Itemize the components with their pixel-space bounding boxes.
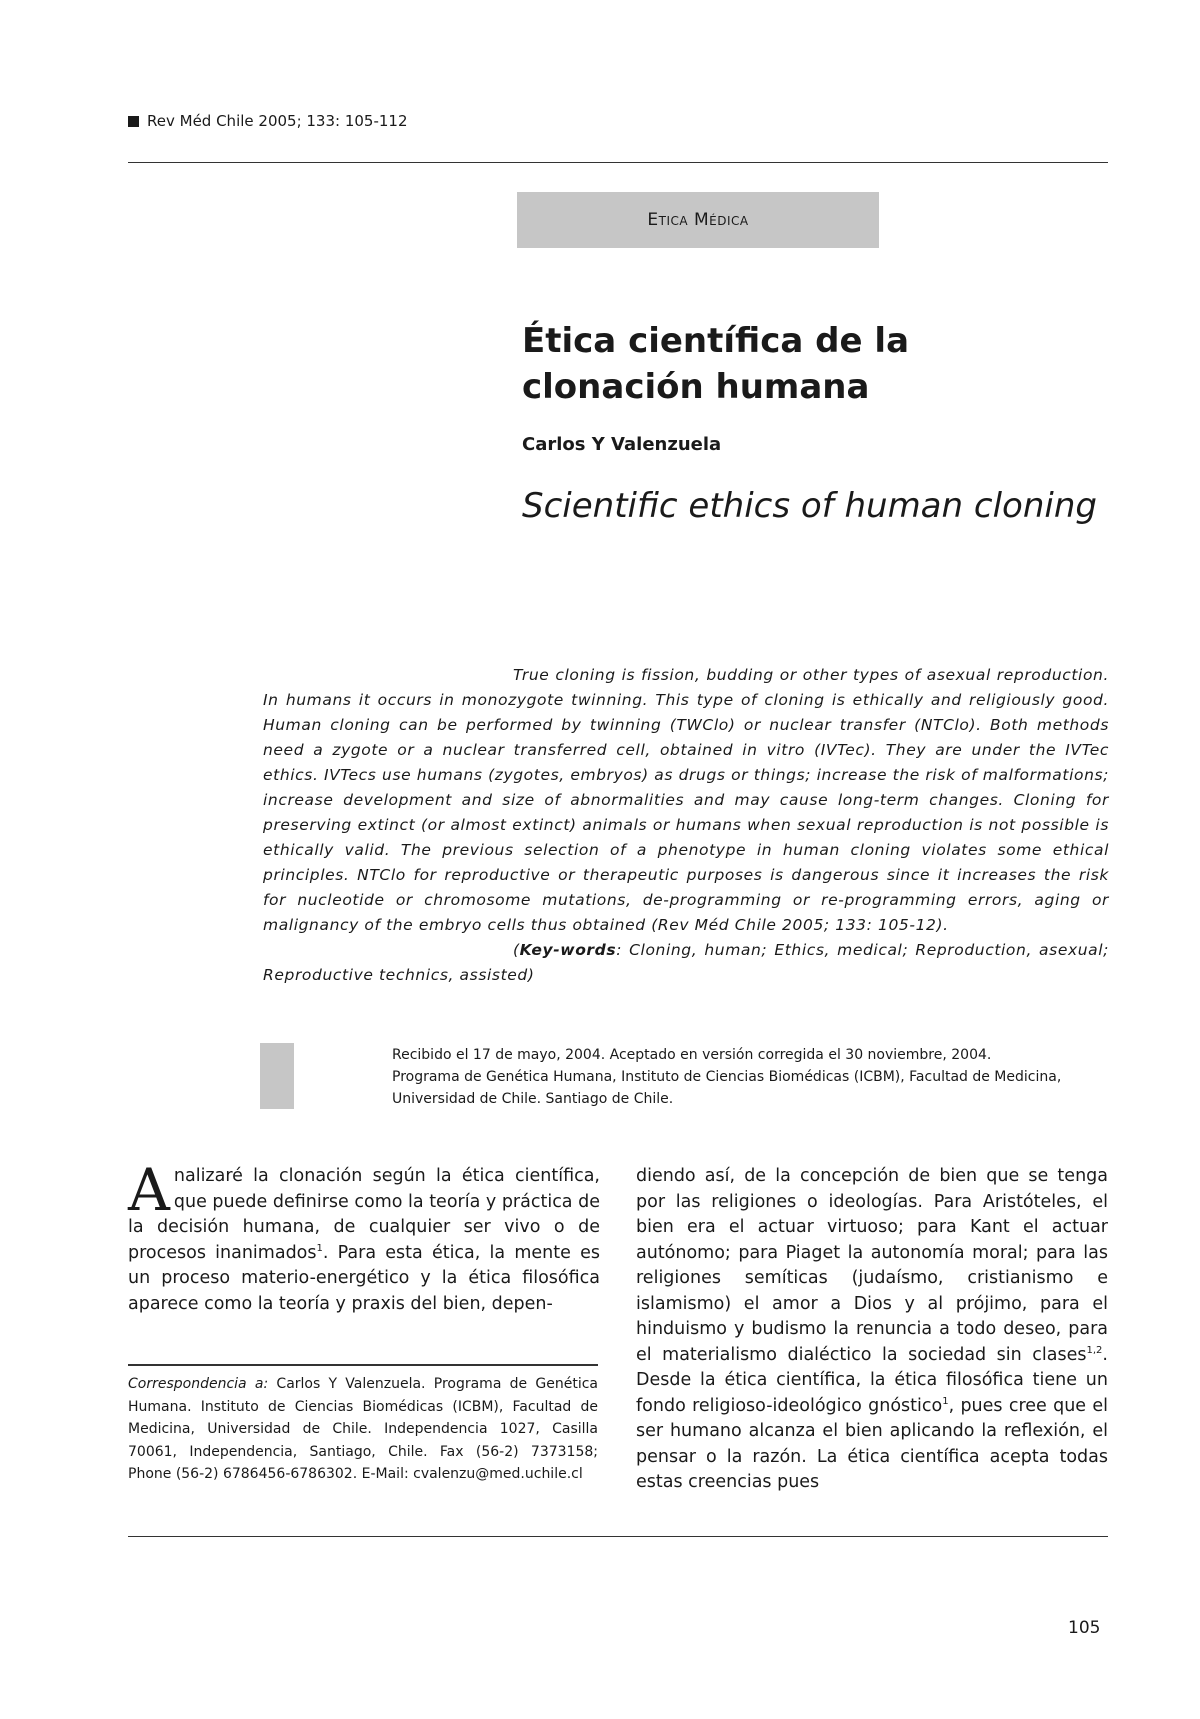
- page-number: 105: [1068, 1618, 1101, 1638]
- footnote-rule: [128, 1364, 598, 1366]
- received-dates: Recibido el 17 de mayo, 2004. Aceptado en versión corregida el 30 noviembre, 2004.: [392, 1047, 992, 1063]
- body-text: nalizaré la clonación según la ética científica, que puede definirse como la teoría y práctica de la decisión humana, de cualquier ser vivo o de procesos inanimados: [128, 1166, 600, 1263]
- keywords-label: Key-words: [519, 941, 617, 959]
- affiliation: Programa de Genética Humana, Instituto de Ciencias Biomédicas (ICBM), Facultad de Medicina, Universidad de Chile. Santiago de Chile.: [392, 1069, 1062, 1107]
- article-title: Ética científica de la clonación humana: [522, 321, 910, 407]
- citation-ref: 1,2: [1086, 1344, 1103, 1356]
- top-rule: [128, 162, 1108, 163]
- author-name: Carlos Y Valenzuela: [522, 434, 722, 455]
- body-text: , pues cree que el ser humano alcanza el bien aplicando la reflexión, el pensar o la razón. La ética científica acepta todas estas creencias pues: [636, 1395, 1108, 1492]
- square-bullet-icon: [128, 116, 139, 127]
- english-title: Scientific ethics of human cloning: [522, 486, 1097, 526]
- journal-citation: Rev Méd Chile 2005; 133: 105-112: [147, 112, 408, 130]
- section-label: Etica Médica: [517, 192, 879, 248]
- correspondence-label: Correspondencia a:: [128, 1376, 269, 1392]
- received-info: [392, 1044, 1112, 1110]
- keywords-text: : Cloning, human; Ethics, medical; Reproduction, asexual; Reproductive technics, assisted): [263, 941, 1109, 984]
- body-column-left: [128, 1156, 600, 1317]
- drop-cap: A: [128, 1156, 170, 1224]
- body-text: . Desde la ética científica, la ética filosófica tiene un fondo religioso-ideológico gnóstico: [636, 1344, 1108, 1416]
- bottom-rule: [128, 1536, 1108, 1537]
- citation-ref: 1: [942, 1395, 949, 1407]
- received-marker: [260, 1043, 294, 1109]
- abstract: [263, 663, 1109, 988]
- body-text: diendo así, de la concepción de bien que se tenga por las religiones o ideologías. Para Aristóteles, el bien era el actuar virtuoso; para Kant el actuar autónomo; para Piaget la autonomía moral; para las religiones semíticas (judaísmo, cristianismo e islamismo) el amor a Dios y al prójimo, para el hinduismo y budismo la renuncia a todo deseo, para el materialismo dialéctico la sociedad sin clases: [636, 1166, 1108, 1365]
- correspondence-text: Carlos Y Valenzuela. Programa de Genética Humana. Instituto de Ciencias Biomédicas (ICBM), Facultad de Medicina, Universidad de Chile. Independencia 1027, Casilla 70061, Independencia, Santiago, Chile. Fax (56-2) 7373158; Phone (56-2) 6786456-6786302. E-Mail: cvalenzu@med.uchile.cl: [128, 1376, 598, 1482]
- citation-ref: 1: [316, 1242, 323, 1254]
- correspondence: [128, 1373, 598, 1486]
- body-text: . Para esta ética, la mente es un proceso materio-energético y la ética filosófica aparece como la teoría y praxis del bien, depen-: [128, 1242, 600, 1314]
- running-head: [128, 112, 408, 130]
- keywords: (Key-words: Cloning, human; Ethics, medical; Reproduction, asexual; Reproductive technics, assisted): [263, 941, 1109, 984]
- abstract-text: True cloning is fission, budding or other types of asexual reproduction. In humans it occurs in monozygote twinning. This type of cloning is ethically and religiously good. Human cloning can be performed by twinning (TWClo) or nuclear transfer (NTClo). Both methods need a zygote or a nuclear transferred cell, obtained in vitro (IVTec). They are under the IVTec ethics. IVTecs use humans (zygotes, embryos) as drugs or things; increase the risk of malformations; increase development and size of abnormalities and may cause long-term changes. Cloning for preserving extinct (or almost extinct) animals or humans when sexual reproduction is not possible is ethically valid. The previous selection of a phenotype in human cloning violates some ethical principles. NTClo for reproductive or therapeutic purposes is dangerous since it increases the risk for nucleotide or chromosome mutations, de-programming or re-programming errors, aging or malignancy of the embryo cells thus obtained (Rev Méd Chile 2005; 133: 105-12).: [263, 666, 1109, 934]
- body-column-right: [636, 1164, 1108, 1496]
